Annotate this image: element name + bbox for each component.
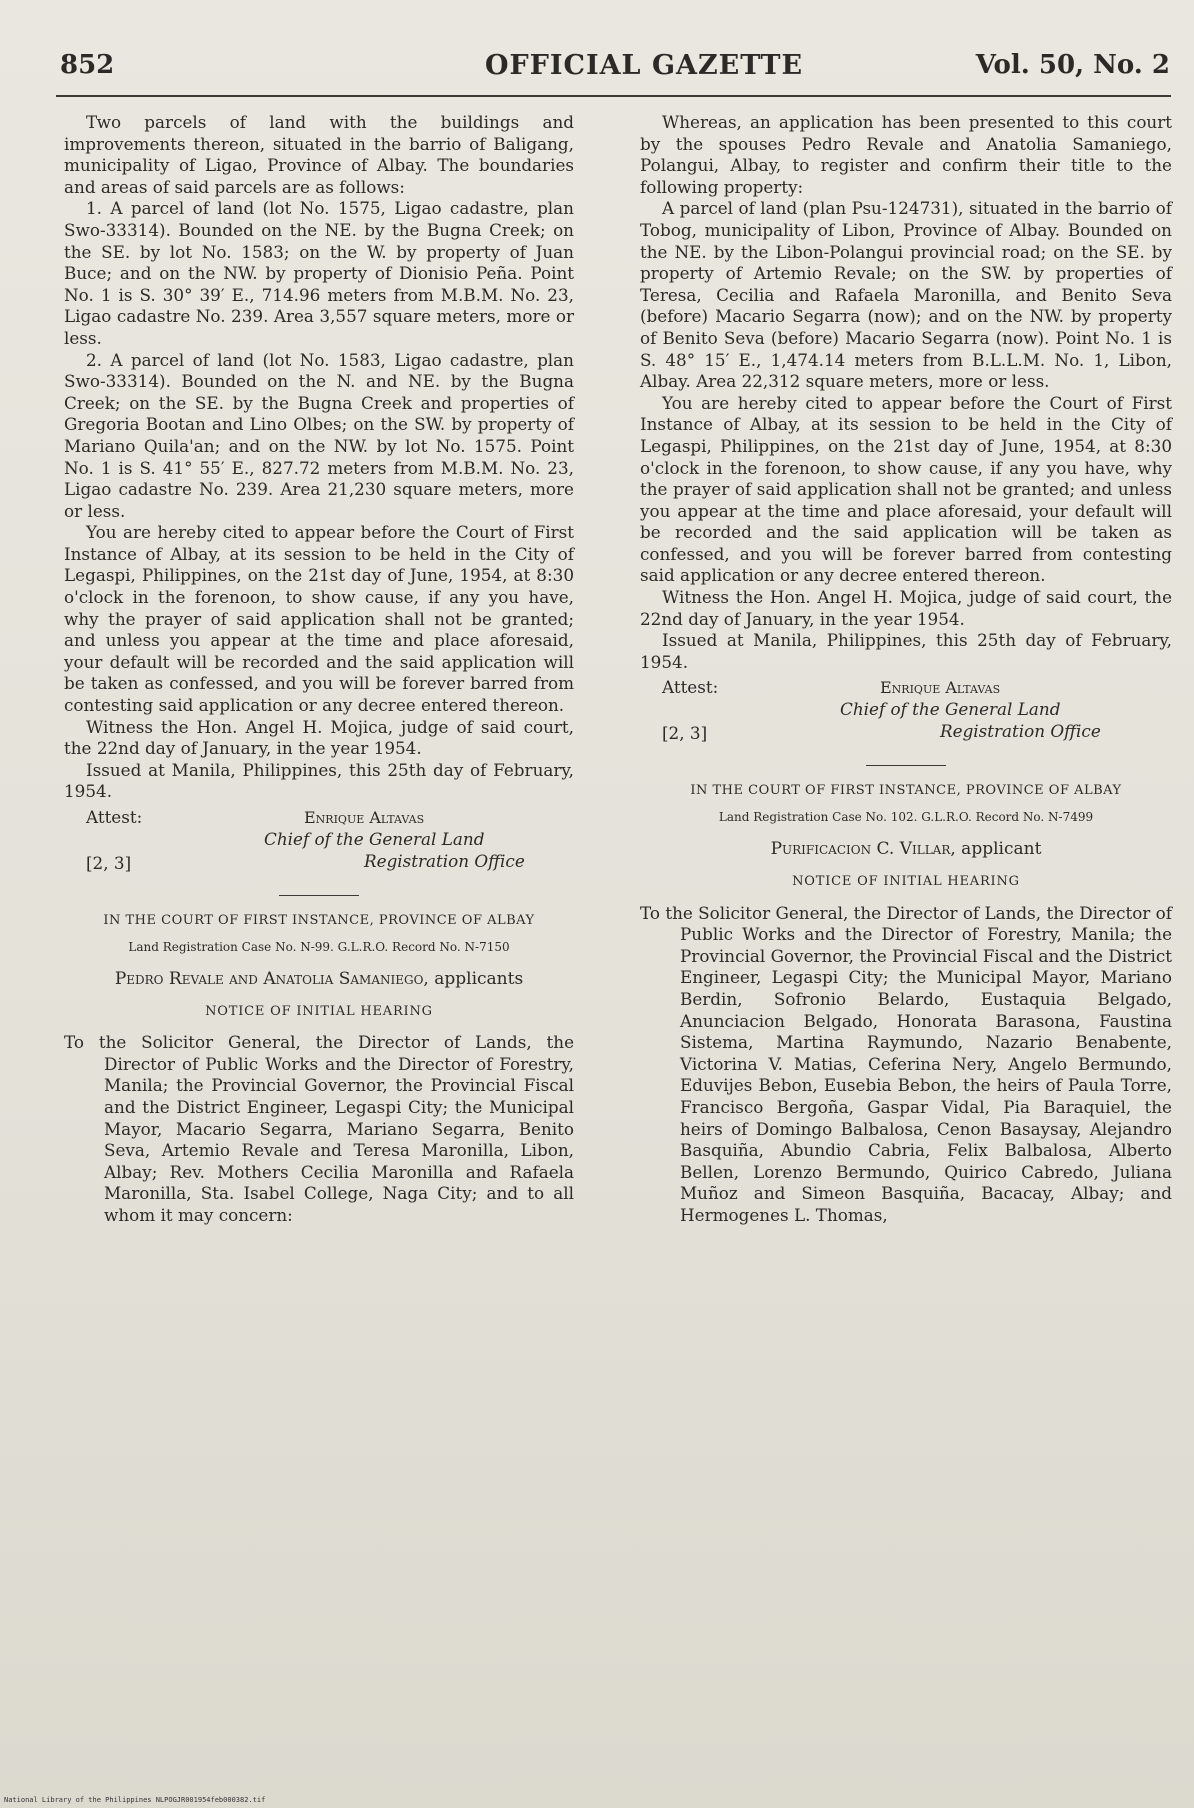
- attest-office: Registration Office: [364, 851, 525, 871]
- issue-reference: [2, 3]: [86, 853, 132, 873]
- intro-paragraph: Two parcels of land with the buildings and improvements thereon, situated in the barrio of Baligang, municipality of Ligao, Province of Albay. The boundaries and areas of said parcels are as follows:: [64, 112, 574, 197]
- notice-heading: NOTICE OF INITIAL HEARING: [792, 874, 1020, 890]
- left-column: [64, 112, 574, 1227]
- parcel-paragraph: A parcel of land (plan Psu-124731), situated in the barrio of Tobog, municipality of Libon, Province of Albay. Bounded on the NE. by the Libon-Polangui provincial road; on the SE. by property of Artemio Revale; on the SW. by properties of Teresa, Cecilia and Rafaela Maronilla, and Benito Seva (before) Macario Segarra (now); and on the NW. by property of Benito Seva (before) Macario Segarra (now). Point No. 1 is S. 48° 15′ E., 1,474.14 meters from B.L.L.M. No. 1, Libon, Albay. Area 22,312 square meters, more or less.: [640, 198, 1172, 392]
- addressee-paragraph: To the Solicitor General, the Director of Lands, the Director of Public Works and the Director of Forestry, Manila; the Provincial Governor, the Provincial Fiscal and the District Engineer, Legaspi City; the Municipal Mayor, Macario Segarra, Mariano Segarra, Benito Seva, Artemio Revale and Teresa Maronilla, Libon, Albay; Rev. Mothers Cecilia Maronilla and Rafaela Maronilla, Sta. Isabel College, Naga City; and to all whom it may concern:: [64, 1032, 574, 1225]
- issue-reference: [2, 3]: [662, 723, 708, 744]
- attest-name: Enrique Altavas: [304, 808, 425, 827]
- attest-office: Registration Office: [940, 721, 1101, 742]
- case-number: Land Registration Case No. 102. G.L.R.O. Record No. N-7499: [718, 810, 1094, 825]
- applicant-line: [640, 839, 1172, 861]
- scan-footer: National Library of the Philippines NLPOGJR001954feb000382.tif: [4, 1796, 266, 1804]
- court-heading: IN THE COURT OF FIRST INSTANCE, PROVINCE OF ALBAY: [690, 783, 1122, 799]
- page-header: [60, 50, 1170, 90]
- attestation-block: [640, 677, 1172, 747]
- attest-name: Enrique Altavas: [880, 678, 1001, 698]
- header-rule: [56, 95, 1171, 97]
- notice-heading: NOTICE OF INITIAL HEARING: [205, 1003, 433, 1019]
- case-number: Land Registration Case No. N-99. G.L.R.O. Record No. N-7150: [128, 940, 510, 954]
- addressee-paragraph: To the Solicitor General, the Director of Lands, the Director of Public Works and the Director of Forestry, Manila; the Provincial Governor, the Provincial Fiscal and the District Engineer, Legaspi City; the Municipal Mayor, Mariano Berdin, Sofronio Belardo, Eustaquia Belgado, Anunciacion Belgado, Honorata Barasona, Faustina Sistema, Martina Raymundo, Nazario Benabente, Victorina V. Matias, Ceferina Nery, Angelo Bermundo, Eduvijes Bebon, Eusebia Bebon, the heirs of Paula Torre, Francisco Bergoña, Gaspar Vidal, Pia Baraquiel, the heirs of Domingo Balbalosa, Cenon Basaysay, Alejandro Basquiña, Abundio Cabria, Felix Balbalosa, Alberto Bellen, Lorenzo Bermundo, Quirico Cabredo, Juliana Muñoz and Simeon Basquiña, Bacacay, Albay; and Hermogenes L. Thomas,: [640, 902, 1172, 1225]
- citation-paragraph: You are hereby cited to appear before the Court of First Instance of Albay, at its session to be held in the City of Legaspi, Philippines, on the 21st day of June, 1954, at 8:30 o'clock in the forenoon, to show cause, if any you have, why the prayer of said application shall not be granted; and unless you appear at the time and place aforesaid, your default will be recorded and the said application will be taken as confessed, and you will be forever barred from contesting said application or any decree entered thereon.: [640, 392, 1172, 586]
- citation-paragraph: You are hereby cited to appear before the Court of First Instance of Albay, at its session to be held in the City of Legaspi, Philippines, on the 21st day of June, 1954, at 8:30 o'clock in the forenoon, to show cause, if any you have, why the prayer of said application shall not be granted; and unless you appear at the time and place aforesaid, your default will be recorded and the said application will be taken as confessed, and you will be forever barred from contesting said application or any decree entered thereon.: [64, 522, 574, 716]
- publication-title: OFFICIAL GAZETTE: [485, 50, 804, 81]
- applicant-suffix: applicants: [428, 969, 524, 989]
- applicant-names: Purificacion C. Villar,: [770, 839, 956, 860]
- page-number: 852: [60, 50, 115, 80]
- attest-label: Attest:: [86, 807, 143, 827]
- attestation-block: [64, 807, 574, 877]
- attest-title: Chief of the General Land: [264, 829, 485, 849]
- witness-paragraph: Witness the Hon. Angel H. Mojica, judge of said court, the 22nd day of January, in the year 1954.: [64, 716, 574, 759]
- section-divider: [866, 765, 946, 766]
- parcel-1-paragraph: 1. A parcel of land (lot No. 1575, Ligao cadastre, plan Swo-33314). Bounded on the NE. by the Bugna Creek; on the SE. by lot No. 1583; on the W. by property of Juan Buce; and on the NW. by property of Dionisio Peña. Point No. 1 is S. 30° 39′ E., 714.96 meters from M.B.M. No. 23, Ligao cadastre No. 239. Area 3,557 square meters, more or less.: [64, 198, 574, 348]
- attest-label: Attest:: [662, 677, 719, 698]
- court-heading: IN THE COURT OF FIRST INSTANCE, PROVINCE OF ALBAY: [103, 913, 535, 928]
- witness-paragraph: Witness the Hon. Angel H. Mojica, judge of said court, the 22nd day of January, in the year 1954.: [640, 587, 1172, 629]
- issued-paragraph: Issued at Manila, Philippines, this 25th day of February, 1954.: [640, 630, 1172, 672]
- parcel-2-paragraph: 2. A parcel of land (lot No. 1583, Ligao cadastre, plan Swo-33314). Bounded on the N. and NE. by the Bugna Creek; on the SE. by the Bugna Creek and properties of Gregoria Bootan and Lino Olbes; on the SW. by property of Mariano Quila'an; and on the NW. by lot No. 1575. Point No. 1 is S. 41° 55′ E., 827.72 meters from M.B.M. No. 23, Ligao cadastre No. 239. Area 21,230 square meters, more or less.: [64, 349, 574, 521]
- applicant-names: Pedro Revale and Anatolia Samaniego,: [114, 969, 429, 989]
- applicant-line: [64, 969, 574, 991]
- section-divider: [279, 895, 359, 896]
- attest-title: Chief of the General Land: [840, 699, 1061, 720]
- whereas-paragraph: Whereas, an application has been presented to this court by the spouses Pedro Revale and Anatolia Samaniego, Polangui, Albay, to register and confirm their title to the following property:: [640, 112, 1172, 197]
- volume-number: Vol. 50, No. 2: [975, 50, 1170, 80]
- applicant-suffix: applicant: [955, 839, 1042, 860]
- right-column: [640, 112, 1172, 1227]
- issued-paragraph: Issued at Manila, Philippines, this 25th day of February, 1954.: [64, 759, 574, 802]
